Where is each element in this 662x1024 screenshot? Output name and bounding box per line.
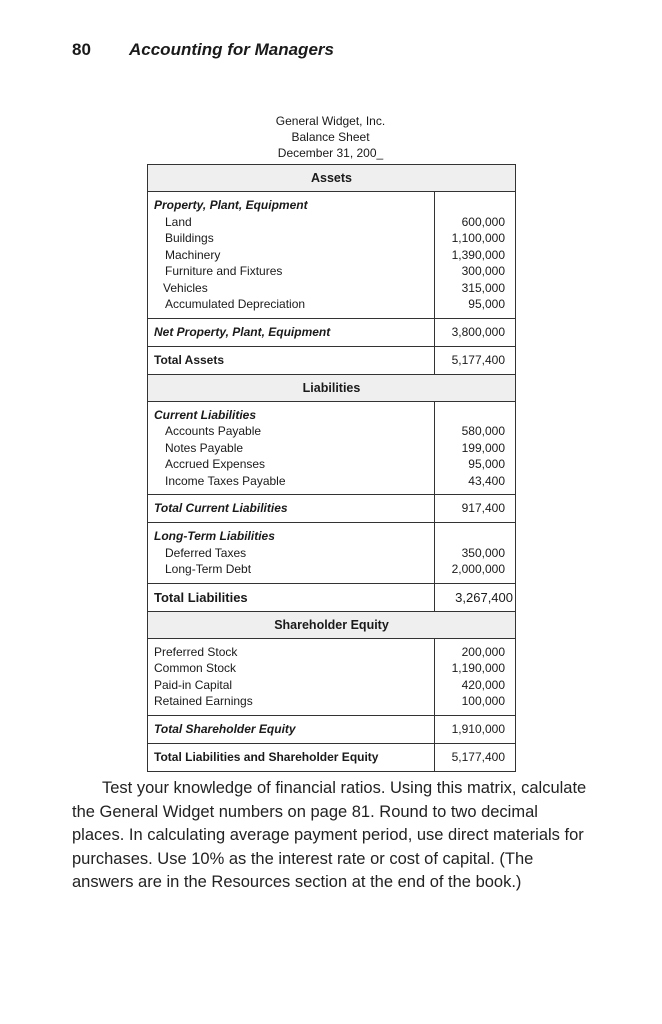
line-item-label: Deferred Taxes xyxy=(165,545,247,560)
body-text: Test your knowledge of financial ratios. Using this matrix, calculate the General Widget numbers on page 81. Round to two decimal places. In calculating average payment period, use direct materials for purchases. Use 10% as the interest rate or cost of capital. (The answers are in the Resources section at the end of the book.) xyxy=(72,779,587,891)
line-item-label: Buildings xyxy=(165,231,214,245)
line-item-value: 350,000 xyxy=(461,545,505,560)
line-item-value: 43,400 xyxy=(468,473,505,488)
line-item-label: Preferred Stock xyxy=(154,644,238,659)
current-liabilities-heading: Current Liabilities xyxy=(154,407,257,422)
net-ppe-row xyxy=(148,319,515,347)
line-item-value: 100,000 xyxy=(461,694,505,708)
line-item-value: 600,000 xyxy=(461,214,505,229)
balance-sheet-table xyxy=(147,164,516,772)
line-item-label: Vehicles xyxy=(163,280,208,295)
longterm-liabilities-heading: Long-Term Liabilities xyxy=(154,529,275,543)
line-item-value: 1,390,000 xyxy=(451,247,505,262)
line-item-value: 95,000 xyxy=(468,457,505,471)
line-item-value: 199,000 xyxy=(461,440,505,455)
line-item-label: Common Stock xyxy=(154,661,237,675)
line-item-value: 200,000 xyxy=(461,644,505,659)
line-item-label: Furniture and Fixtures xyxy=(165,264,283,278)
line-item-label: Land xyxy=(165,214,192,229)
total-current-liabilities-label: Total Current Liabilities xyxy=(148,495,435,522)
total-equity-row xyxy=(148,716,515,744)
total-liabilities-equity-value: 5,177,400 xyxy=(451,749,505,764)
line-item-label: Machinery xyxy=(165,247,221,262)
total-equity-label: Total Shareholder Equity xyxy=(148,716,435,743)
line-item-label: Long-Term Debt xyxy=(165,562,252,576)
statement-name: Balance Sheet xyxy=(291,130,370,144)
line-item-label: Income Taxes Payable xyxy=(165,473,286,488)
total-liabilities-label: Total Liabilities xyxy=(148,584,435,611)
line-item-value: 1,190,000 xyxy=(451,661,505,675)
total-liabilities-equity-label: Total Liabilities and Shareholder Equity xyxy=(148,744,435,771)
total-current-liabilities-row xyxy=(148,495,515,523)
line-item-value: 2,000,000 xyxy=(451,562,505,576)
line-item-value: 1,100,000 xyxy=(451,231,505,245)
body-paragraph xyxy=(72,777,592,895)
equity-block xyxy=(148,639,515,716)
ppe-heading: Property, Plant, Equipment xyxy=(154,198,308,212)
line-item-label: Accrued Expenses xyxy=(165,457,266,471)
liabilities-heading: Liabilities xyxy=(148,375,515,402)
page-number: 80 xyxy=(72,40,91,59)
line-item-value: 315,000 xyxy=(461,280,505,295)
line-item-value: 420,000 xyxy=(461,677,505,692)
line-item-value: 95,000 xyxy=(468,297,505,311)
total-liabilities-equity-row xyxy=(148,744,515,772)
total-current-liabilities-value: 917,400 xyxy=(461,501,505,515)
total-assets-value: 5,177,400 xyxy=(451,352,505,367)
book-title: Accounting for Managers xyxy=(129,40,334,59)
current-liabilities-block xyxy=(148,402,515,496)
line-item-value: 580,000 xyxy=(461,424,505,438)
line-item-label: Accounts Payable xyxy=(165,424,262,438)
total-liabilities-row xyxy=(148,584,515,612)
company-name: General Widget, Inc. xyxy=(275,114,386,128)
line-item-label: Paid-in Capital xyxy=(154,677,233,692)
line-item-label: Accumulated Depreciation xyxy=(165,297,306,311)
line-item-label: Retained Earnings xyxy=(154,694,253,708)
statement-date: December 31, 200_ xyxy=(277,146,384,160)
line-item-value: 300,000 xyxy=(461,264,505,278)
equity-heading: Shareholder Equity xyxy=(148,612,515,639)
assets-heading: Assets xyxy=(148,165,515,192)
net-ppe-value: 3,800,000 xyxy=(451,324,505,339)
total-assets-label: Total Assets xyxy=(148,347,435,374)
total-liabilities-value: 3,267,400 xyxy=(455,589,513,605)
total-assets-row xyxy=(148,347,515,375)
running-header xyxy=(72,40,334,60)
net-ppe-label: Net Property, Plant, Equipment xyxy=(148,319,435,346)
statement-title-block xyxy=(147,113,514,161)
total-equity-value: 1,910,000 xyxy=(451,721,505,736)
line-item-label: Notes Payable xyxy=(165,440,244,455)
longterm-liabilities-block xyxy=(148,523,515,584)
ppe-block xyxy=(148,192,515,319)
